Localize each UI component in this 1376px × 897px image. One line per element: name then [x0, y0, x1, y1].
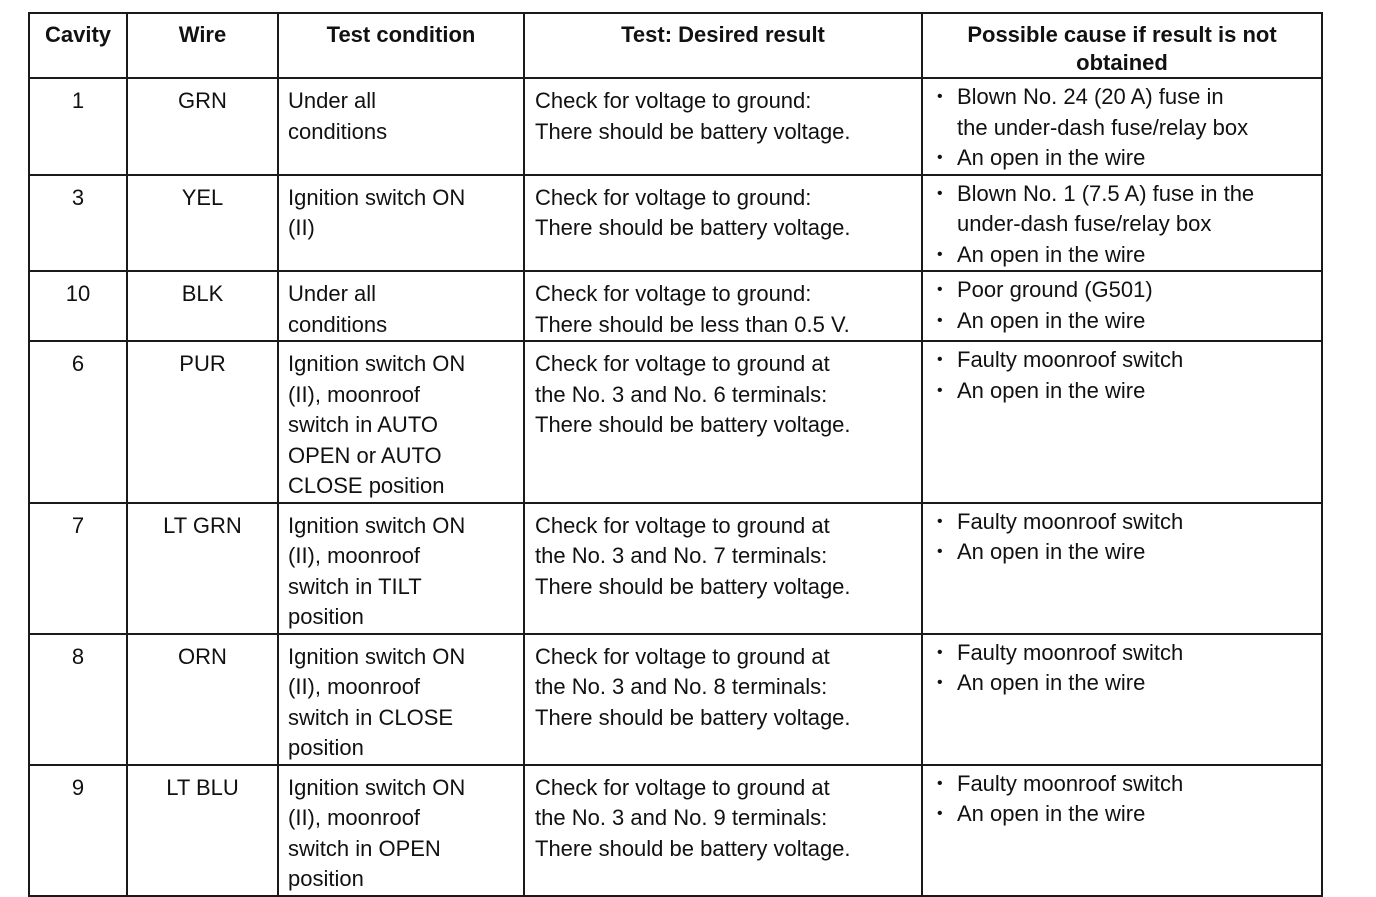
test-condition-cell — [278, 271, 524, 341]
cavity-number: 7 — [29, 503, 127, 634]
table-row — [29, 175, 1322, 272]
cause-list-item — [937, 376, 1321, 407]
possible-cause-cell — [922, 271, 1322, 341]
test-condition-line: position — [288, 866, 364, 891]
test-condition-line: Ignition switch ON — [288, 184, 466, 210]
test-condition-line: (II) — [288, 215, 315, 240]
cause-list-item — [937, 143, 1321, 174]
test-condition-line: switch in AUTO — [288, 412, 438, 437]
cause-list-item — [937, 799, 1321, 830]
cause-text-line: • An open in the wire — [957, 145, 1146, 170]
possible-cause-cell — [922, 175, 1322, 272]
test-condition-line: (II), moonroof — [288, 805, 421, 830]
test-condition-cell — [278, 634, 524, 765]
desired-result-line: Check for voltage to ground: — [535, 184, 812, 210]
cause-list — [937, 507, 1321, 568]
cause-text-line: • An open in the wire — [957, 539, 1146, 564]
cause-text-line: • Faulty moonroof switch — [957, 770, 1184, 796]
cause-text-line: • Faulty moonroof switch — [957, 347, 1184, 372]
desired-result-line: There should be battery voltage. — [535, 215, 851, 240]
possible-cause-cell — [922, 78, 1322, 175]
desired-result-line: There should be less than 0.5 V. — [535, 311, 850, 337]
cause-list — [937, 82, 1321, 174]
cavity-number: 8 — [29, 634, 127, 765]
desired-result-line: the No. 3 and No. 9 terminals: — [535, 805, 828, 830]
cause-list — [937, 345, 1321, 406]
cause-text-line: • Faulty moonroof switch — [957, 508, 1184, 534]
test-condition-line: switch in OPEN — [288, 835, 441, 861]
wire-color: YEL — [127, 175, 278, 272]
table-row — [29, 341, 1322, 503]
test-condition-line: conditions — [288, 118, 388, 144]
desired-result-line: Check for voltage to ground at — [535, 512, 830, 538]
desired-result-line: There should be battery voltage. — [535, 704, 851, 730]
desired-result-line: the No. 3 and No. 8 terminals: — [535, 674, 828, 699]
test-condition-line: Ignition switch ON — [288, 351, 466, 376]
test-condition-line: Under all — [288, 281, 377, 306]
cause-list-item — [937, 345, 1321, 376]
wiring-test-document — [28, 12, 1321, 891]
cause-text-line: under-dash fuse/relay box — [957, 211, 1212, 236]
test-condition-cell — [278, 341, 524, 503]
header-wire: Wire — [127, 13, 278, 78]
desired-result-cell — [524, 271, 922, 341]
wire-color: PUR — [127, 341, 278, 503]
cause-list-item — [937, 668, 1321, 699]
test-condition-line: position — [288, 735, 364, 760]
cause-list-item — [937, 638, 1321, 669]
desired-result-line: There should be battery voltage. — [535, 573, 851, 599]
desired-result-line: the No. 3 and No. 6 terminals: — [535, 381, 828, 407]
wire-color: BLK — [127, 271, 278, 341]
table-row — [29, 503, 1322, 634]
cause-list-item — [937, 275, 1321, 306]
test-condition-cell — [278, 765, 524, 896]
cause-text-line: • An open in the wire — [957, 801, 1146, 826]
cause-list-item — [937, 179, 1321, 240]
table-row — [29, 78, 1322, 175]
table-row — [29, 271, 1322, 341]
cause-text-line: • Blown No. 24 (20 A) fuse in — [957, 84, 1224, 109]
cavity-number: 9 — [29, 765, 127, 896]
cause-list-item — [937, 507, 1321, 538]
cause-text-line: • Faulty moonroof switch — [957, 639, 1184, 665]
cause-list-item — [937, 537, 1321, 568]
header-row — [29, 13, 1322, 78]
cause-list — [937, 179, 1321, 271]
desired-result-cell — [524, 341, 922, 503]
wire-color: GRN — [127, 78, 278, 175]
desired-result-line: Check for voltage to ground at — [535, 774, 830, 800]
cause-text-line: • An open in the wire — [957, 307, 1146, 333]
cavity-test-table — [28, 12, 1323, 897]
cavity-number: 1 — [29, 78, 127, 175]
cause-list — [937, 275, 1321, 336]
wire-color: ORN — [127, 634, 278, 765]
header-desired-result: Test: Desired result — [524, 13, 922, 78]
possible-cause-cell — [922, 503, 1322, 634]
cause-text-line: • Blown No. 1 (7.5 A) fuse in the — [957, 180, 1255, 206]
test-condition-cell — [278, 175, 524, 272]
test-condition-line: (II), moonroof — [288, 674, 421, 699]
header-test-condition: Test condition — [278, 13, 524, 78]
test-condition-cell — [278, 78, 524, 175]
desired-result-cell — [524, 175, 922, 272]
possible-cause-cell — [922, 341, 1322, 503]
test-condition-line: switch in TILT — [288, 573, 422, 599]
cause-list-item — [937, 306, 1321, 337]
table-body — [29, 78, 1322, 896]
cause-text-line: • Poor ground (G501) — [957, 277, 1153, 302]
desired-result-line: Check for voltage to ground at — [535, 351, 830, 376]
header-possible-cause: Possible cause if result is not obtained — [922, 13, 1322, 78]
desired-result-cell — [524, 634, 922, 765]
test-condition-line: OPEN or AUTO — [288, 442, 442, 468]
desired-result-line: There should be battery voltage. — [535, 118, 851, 144]
desired-result-cell — [524, 78, 922, 175]
cause-list-item — [937, 769, 1321, 800]
cause-list — [937, 638, 1321, 699]
test-condition-line: conditions — [288, 311, 388, 337]
possible-cause-cell — [922, 765, 1322, 896]
cause-text-line: • An open in the wire — [957, 377, 1146, 403]
test-condition-cell — [278, 503, 524, 634]
wire-color: LT BLU — [127, 765, 278, 896]
desired-result-line: There should be battery voltage. — [535, 412, 851, 437]
header-cavity: Cavity — [29, 13, 127, 78]
test-condition-line: Ignition switch ON — [288, 643, 466, 669]
wire-color: LT GRN — [127, 503, 278, 634]
desired-result-line: Check for voltage to ground: — [535, 88, 812, 113]
cause-text-line: • An open in the wire — [957, 670, 1146, 695]
cause-list — [937, 769, 1321, 830]
cause-text-line: the under-dash fuse/relay box — [957, 114, 1249, 140]
test-condition-line: (II), moonroof — [288, 543, 421, 568]
desired-result-line: the No. 3 and No. 7 terminals: — [535, 543, 828, 568]
cause-text-line: • An open in the wire — [957, 241, 1146, 267]
cause-list-item — [937, 82, 1321, 143]
test-condition-line: position — [288, 604, 364, 629]
desired-result-line: Check for voltage to ground: — [535, 281, 812, 306]
table-row — [29, 634, 1322, 765]
test-condition-line: (II), moonroof — [288, 381, 421, 407]
possible-cause-cell — [922, 634, 1322, 765]
test-condition-line: switch in CLOSE — [288, 704, 454, 730]
desired-result-line: There should be battery voltage. — [535, 835, 851, 861]
cause-list-item — [937, 240, 1321, 271]
test-condition-line: Under all — [288, 88, 377, 113]
desired-result-line: Check for voltage to ground at — [535, 643, 830, 669]
cavity-number: 3 — [29, 175, 127, 272]
cavity-number: 10 — [29, 271, 127, 341]
desired-result-cell — [524, 765, 922, 896]
table-row — [29, 765, 1322, 896]
test-condition-line: CLOSE position — [288, 473, 445, 498]
cavity-number: 6 — [29, 341, 127, 503]
desired-result-cell — [524, 503, 922, 634]
test-condition-line: Ignition switch ON — [288, 512, 466, 538]
test-condition-line: Ignition switch ON — [288, 774, 466, 800]
